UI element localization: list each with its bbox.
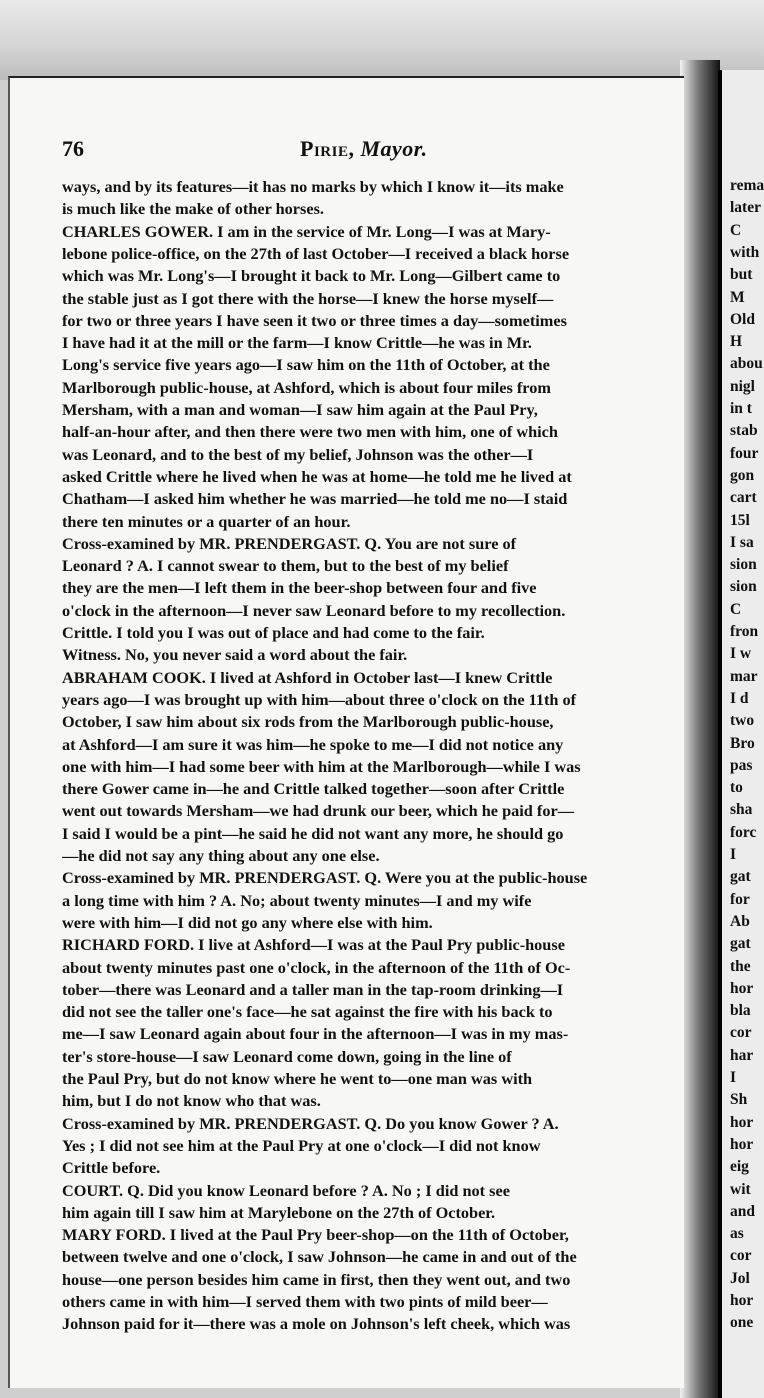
text-line: MARY FORD. I lived at the Paul Pry beer-shop—on the 11th of October,	[62, 1225, 569, 1245]
facing-page-fragment: nigl	[730, 377, 755, 395]
text-line: for two or three years I have seen it two or three times a day—sometimes	[62, 310, 567, 330]
facing-page-fragment: har	[730, 1046, 754, 1064]
text-line: they are the men—I left them in the beer-shop between four and five	[62, 578, 537, 598]
facing-page-fragment: Ab	[730, 912, 750, 930]
text-line: ABRAHAM COOK. I lived at Ashford in October last—I knew Crittle	[62, 667, 553, 687]
facing-page-fragment: pas	[730, 756, 753, 774]
facing-page-fragment: fron	[730, 623, 759, 640]
book-gutter	[680, 60, 720, 1398]
facing-page-fragment: two	[730, 712, 755, 730]
facing-page-fragment: Bro	[730, 734, 755, 752]
text-line: me—I saw Leonard again about four in the afternoon—I was in my mas-	[62, 1024, 569, 1044]
facing-page-fragment: bla	[730, 1002, 751, 1020]
facing-page-fragment: 15l	[730, 511, 750, 529]
text-line: which was Mr. Long's—I brought it back to Mr. Long—Gilbert came to	[62, 266, 561, 286]
text-line: a long time with him ? A. No; about twenty minutes—I and my wife	[62, 890, 532, 910]
text-line: him, but I do not know who that was.	[62, 1091, 321, 1111]
running-head-name: Pirie,	[300, 136, 355, 161]
text-line: ways, and by its features—it has no marks by which I know it—its make	[62, 177, 564, 196]
facing-page-fragment: rema	[730, 177, 764, 194]
facing-page-fragment: C	[730, 221, 742, 239]
facing-page-fragment: four	[730, 444, 759, 462]
text-line: went out towards Mersham—we had drunk our beer, which he paid for—	[62, 801, 574, 821]
text-line: the Paul Pry, but do not know where he went to—one man was with	[62, 1069, 533, 1088]
facing-page-fragment: cart	[730, 489, 757, 507]
facing-page-fragment: sion	[730, 556, 757, 574]
facing-page-fragment: cor	[730, 1247, 752, 1265]
facing-page-fragment: C	[730, 600, 742, 618]
facing-page-fragment: I w	[730, 645, 752, 663]
text-line: there Gower came in—he and Crittle talked together—soon after Crittle	[62, 779, 565, 799]
text-line: Yes ; I did not see him at the Paul Pry at one o'clock—I did not know	[62, 1135, 541, 1155]
facing-page-fragment: I	[730, 846, 737, 863]
text-line: between twelve and one o'clock, I saw Johnson—he came in and out of the	[62, 1247, 577, 1267]
facing-page-fragment: Old	[730, 310, 755, 328]
text-line: COURT. Q. Did you know Leonard before ? A. No ; I did not see	[62, 1180, 510, 1200]
facing-page-fragment: abou	[730, 355, 763, 373]
facing-page-fragment: I	[730, 1069, 737, 1086]
scan-background	[0, 0, 764, 80]
text-line: years ago—I was brought up with him—about three o'clock on the 11th of	[62, 689, 577, 709]
text-line: ter's store-house—I saw Leonard come down, going in the line of	[62, 1046, 512, 1066]
facing-page-fragment: cor	[730, 1024, 752, 1042]
text-line: him again till I saw him at Marylebone on the 27th of October.	[62, 1202, 496, 1222]
text-line: October, I saw him about six rods from the Marlborough public-house,	[62, 712, 554, 732]
running-head	[300, 136, 428, 162]
facing-page-fragment: Sh	[730, 1091, 748, 1109]
text-line: Chatham—I asked him whether he was married—he told me no—I staid	[62, 489, 568, 509]
running-head-title: Mayor.	[360, 136, 428, 161]
facing-page-fragment: for	[730, 890, 750, 908]
text-line: Witness. No, you never said a word about the fair.	[62, 645, 408, 665]
facing-page-fragment: to	[730, 779, 743, 797]
text-line: —he did not say any thing about any one else.	[62, 846, 380, 865]
facing-page-fragment: H	[730, 333, 743, 351]
text-line: Cross-examined by MR. PRENDERGAST. Q. Were you at the public-house	[62, 868, 588, 888]
facing-page-fragment: wit	[730, 1180, 751, 1198]
facing-page-fragment: hor	[730, 1135, 754, 1153]
text-line: I have had it at the mill or the farm—I know Crittle—he was in Mr.	[62, 333, 532, 353]
facing-page-fragment: gat	[730, 935, 751, 953]
text-line: Cross-examined by MR. PRENDERGAST. Q. You are not sure of	[62, 533, 517, 553]
facing-page-fragment: sha	[730, 801, 753, 819]
text-line: Marlborough public-house, at Ashford, which is about four miles from	[62, 377, 551, 397]
text-line: house—one person besides him came in first, then they went out, and two	[62, 1269, 571, 1289]
facing-page	[718, 70, 764, 1398]
text-line: at Ashford—I am sure it was him—he spoke to me—I did not notice any	[62, 734, 564, 754]
facing-page-fragment: later	[730, 199, 761, 217]
facing-page-fragment: mar	[730, 667, 758, 685]
text-line: was Leonard, and to the best of my belief, Johnson was the other—I	[62, 444, 534, 464]
text-line: CHARLES GOWER. I am in the service of Mr. Long—I was at Mary-	[62, 221, 551, 241]
facing-page-fragment: but	[730, 266, 753, 284]
text-line: Leonard ? A. I cannot swear to them, but to the best of my belief	[62, 556, 509, 576]
text-line: about twenty minutes past one o'clock, in the afternoon of the 11th of Oc-	[62, 957, 571, 977]
facing-page-fragment: gon	[730, 466, 755, 484]
facing-page-fragment: in t	[730, 400, 752, 417]
facing-page-fragment: as	[730, 1225, 744, 1243]
text-line: RICHARD FORD. I live at Ashford—I was at the Paul Pry public-house	[62, 935, 565, 955]
text-line: lebone police-office, on the 27th of last October—I received a black horse	[62, 243, 570, 263]
text-line: I said I would be a pint—he said he did not want any more, he should go	[62, 823, 564, 843]
text-line: Crittle before.	[62, 1158, 161, 1178]
page-number: 76	[62, 136, 84, 161]
facing-page-fragment: I sa	[730, 533, 754, 551]
facing-page-fragment: Jol	[730, 1269, 750, 1287]
facing-page-fragment: hor	[730, 979, 754, 997]
facing-page-fragment: one	[730, 1314, 754, 1332]
facing-page-fragment: sion	[730, 578, 757, 596]
text-line: Cross-examined by MR. PRENDERGAST. Q. Do you know Gower ? A.	[62, 1113, 559, 1133]
facing-page-fragment: hor	[730, 1113, 754, 1131]
text-line: were with him—I did not go any where else with him.	[62, 912, 433, 932]
text-line: Long's service five years ago—I saw him on the 11th of October, at the	[62, 355, 550, 375]
text-line: others came in with him—I served them with two pints of mild beer—	[62, 1292, 548, 1311]
text-line: Crittle. I told you I was out of place and had come to the fair.	[62, 623, 485, 642]
text-line: half-an-hour after, and then there were two men with him, one of which	[62, 422, 558, 442]
facing-page-fragment: hor	[730, 1292, 754, 1309]
text-line: Mersham, with a man and woman—I saw him again at the Paul Pry,	[62, 400, 538, 419]
text-line: Johnson paid for it—there was a mole on Johnson's left cheek, which was	[62, 1314, 571, 1334]
facing-page-fragment: and	[730, 1202, 755, 1220]
facing-page-fragment: I d	[730, 689, 749, 707]
facing-page-fragment: eig	[730, 1158, 749, 1176]
text-line: the stable just as I got there with the horse—I knew the horse myself—	[62, 288, 554, 308]
text-line: one with him—I had some beer with him at the Marlborough—while I was	[62, 756, 581, 776]
text-line: tober—there was Leonard and a taller man in the tap-room drinking—I	[62, 979, 564, 999]
facing-page-fragment: with	[730, 243, 760, 261]
facing-page-fragment: stab	[730, 422, 758, 440]
text-line: asked Crittle where he lived when he was at home—he told me he lived at	[62, 466, 572, 486]
text-line: did not see the taller one's face—he sat against the fire with his back to	[62, 1002, 553, 1022]
facing-page-fragment: forc	[730, 823, 757, 841]
text-line: there ten minutes or a quarter of an hour.	[62, 511, 351, 531]
text-line: o'clock in the afternoon—I never saw Leonard before to my recollection.	[62, 600, 566, 620]
text-line: is much like the make of other horses.	[62, 199, 324, 219]
facing-page-fragment: the	[730, 957, 751, 975]
facing-page-fragment: gat	[730, 868, 751, 886]
facing-page-fragment: M	[730, 288, 745, 306]
